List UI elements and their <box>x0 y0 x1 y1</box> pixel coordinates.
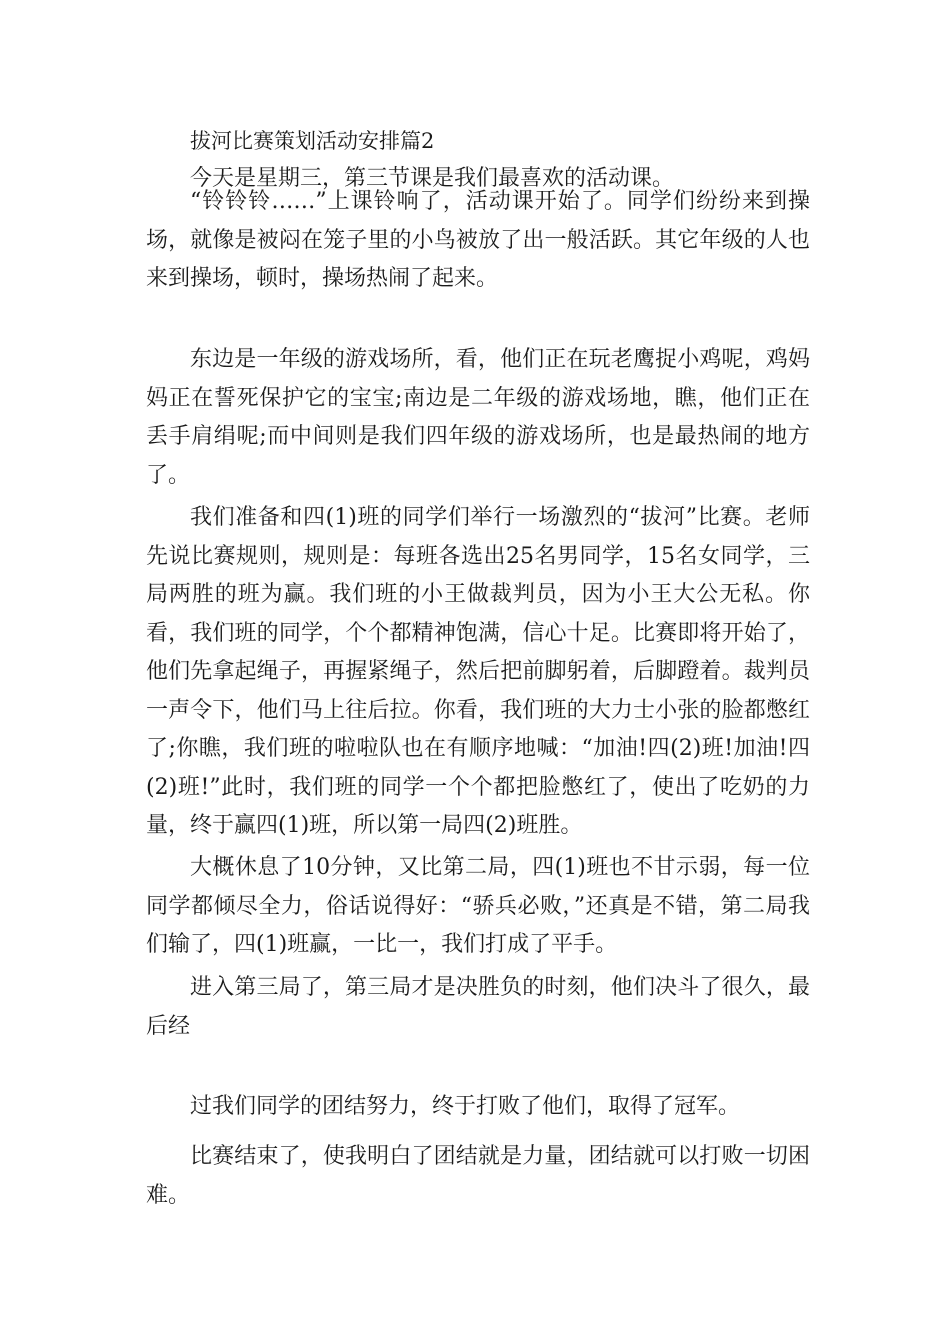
document-title: 拔河比赛策划活动安排篇2 <box>190 129 435 153</box>
paragraph-victory: 过我们同学的团结努力，终于打败了他们，取得了冠军。 <box>190 1094 741 1119</box>
paragraph-first-round: 我们准备和四(1)班的同学们举行一场激烈的“拔河”比赛。老师先说比赛规则，规则是：每班各选出25名男同学，15名女同学，三局两胜的班为赢。我们班的小王做裁判员，因为小王大公无私。你看，我们班的同学，个个都精神饱满，信心十足。比赛即将开始了，他们先拿起绳子，再握紧绳子，然后把前脚躬着，后脚蹬着。裁判员一声令下，他们马上往后拉。你看，我们班的大力士小张的脸都憋红了;你瞧，我们班的啦啦队也在有顺序地喊：“加油!四(2)班!加油!四(2)班!”此时，我们班的同学一个个都把脸憋红了，使出了吃奶的力量，终于赢四(1)班，所以第一局四(2)班胜。 <box>146 505 810 838</box>
paragraph-second-round: 大概休息了10分钟，又比第二局，四(1)班也不甘示弱，每一位同学都倾尽全力，俗话说得好：“骄兵必败，”还真是不错，第二局我们输了，四(1)班赢，一比一，我们打成了平手。 <box>146 855 810 957</box>
paragraph-intro: 今天是星期三，第三节课是我们最喜欢的活动课。 <box>190 166 675 191</box>
paragraph-conclusion: 比赛结束了，使我明白了团结就是力量，团结就可以打败一切困难。 <box>146 1144 810 1208</box>
paragraph-play-areas: 东边是一年级的游戏场所，看，他们正在玩老鹰捉小鸡呢，鸡妈妈正在誓死保护它的宝宝;南边是二年级的游戏场地，瞧，他们正在丢手肩绢呢;而中间则是我们四年级的游戏场所，也是最热闹的地方了。 <box>146 347 810 488</box>
paragraph-third-round: 进入第三局了，第三局才是决胜负的时刻，他们决斗了很久，最后经 <box>146 975 810 1039</box>
paragraph-bell: “铃铃铃……”上课铃响了，活动课开始了。同学们纷纷来到操场，就像是被闷在笼子里的小鸟被放了出一般活跃。其它年级的人也来到操场，顿时，操场热闹了起来。 <box>146 189 810 291</box>
